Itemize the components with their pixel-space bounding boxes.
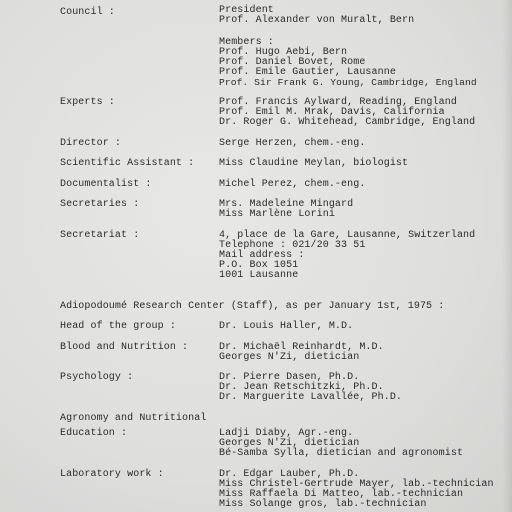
head-of-group-label: Head of the group : [60, 321, 176, 332]
agronomy-label-education: Education : [60, 428, 128, 439]
secretariat-line: Telephone : 021/20 33 51 [219, 240, 366, 251]
psychology-line: Dr. Pierre Dasen, Ph.D. [219, 372, 360, 383]
laboratory-label: Laboratory work : [60, 469, 164, 480]
secretaries-label: Secretaries : [60, 199, 140, 210]
head-of-group-line: Dr. Louis Haller, M.D. [219, 321, 354, 332]
psychology-line: Dr. Jean Retschitzki, Ph.D. [219, 382, 384, 393]
council-line: Prof. Daniel Bovet, Rome [219, 57, 366, 68]
council-line: Members : [219, 37, 274, 48]
blood-nutrition-line: Georges N'Zi, dietician [219, 352, 360, 363]
documentalist-line: Michel Perez, chem.-eng. [219, 179, 366, 190]
secretaries-line: Mrs. Madeleine Mingard [219, 199, 354, 210]
agronomy-line: Bé-Samba Sylla, dietician and agronomist [219, 448, 464, 459]
experts-label: Experts : [60, 97, 115, 108]
blood-nutrition-label: Blood and Nutrition : [60, 342, 189, 353]
secretariat-line: P.O. Box 1051 [219, 260, 299, 271]
adiopodoume-heading: Adiopodoumé Research Center (Staff), as per January 1st, 1975 : [60, 301, 445, 312]
agronomy-line: Ladji Diaby, Agr.-eng. [219, 428, 354, 439]
laboratory-line: Miss Raffaela Di Matteo, lab.-technician [219, 489, 464, 500]
psychology-line: Dr. Marguerite Lavallée, Ph.D. [219, 392, 403, 403]
laboratory-line: Dr. Edgar Lauber, Ph.D. [219, 469, 360, 480]
page-edge-shadow [502, 0, 512, 512]
secretariat-line: Mail address : [219, 250, 305, 261]
secretariat-line: 4, place de la Gare, Lausanne, Switzerland [219, 230, 476, 241]
blood-nutrition-line: Dr. Michaël Reinhardt, M.D. [219, 342, 384, 353]
documentalist-label: Documentalist : [60, 179, 152, 190]
scientific-assistant-line: Miss Claudine Meylan, biologist [219, 158, 409, 169]
secretariat-label: Secretariat : [60, 230, 140, 241]
agronomy-label: Agronomy and Nutritional [60, 413, 207, 424]
experts-line: Dr. Roger G. Whitehead, Cambridge, England [219, 117, 476, 128]
secretaries-line: Miss Marlène Lorini [219, 209, 335, 220]
council-line: Prof. Alexander von Muralt, Bern [219, 15, 415, 26]
experts-line: Prof. Emil M. Mrak, Davis, California [219, 107, 445, 118]
secretariat-line: 1001 Lausanne [219, 270, 299, 281]
laboratory-line: Miss Christel-Gertrude Mayer, lab.-technician [219, 479, 494, 490]
psychology-label: Psychology : [60, 372, 134, 383]
agronomy-line: Georges N'Zi, dietician [219, 438, 360, 449]
director-label: Director : [60, 138, 122, 149]
scientific-assistant-label: Scientific Assistant : [60, 158, 195, 169]
experts-line: Prof. Francis Aylward, Reading, England [219, 97, 457, 108]
council-line: Prof. Sir Frank G. Young, Cambridge, England [219, 77, 477, 88]
council-line: Prof. Hugo Aebi, Bern [219, 47, 348, 58]
director-line: Serge Herzen, chem.-eng. [219, 138, 366, 149]
council-line: President [219, 5, 274, 16]
laboratory-line: Miss Solange gros, lab.-technician [219, 499, 427, 510]
council-label: Council : [60, 7, 115, 18]
council-line: Prof. Emile Gautier, Lausanne [219, 67, 396, 78]
